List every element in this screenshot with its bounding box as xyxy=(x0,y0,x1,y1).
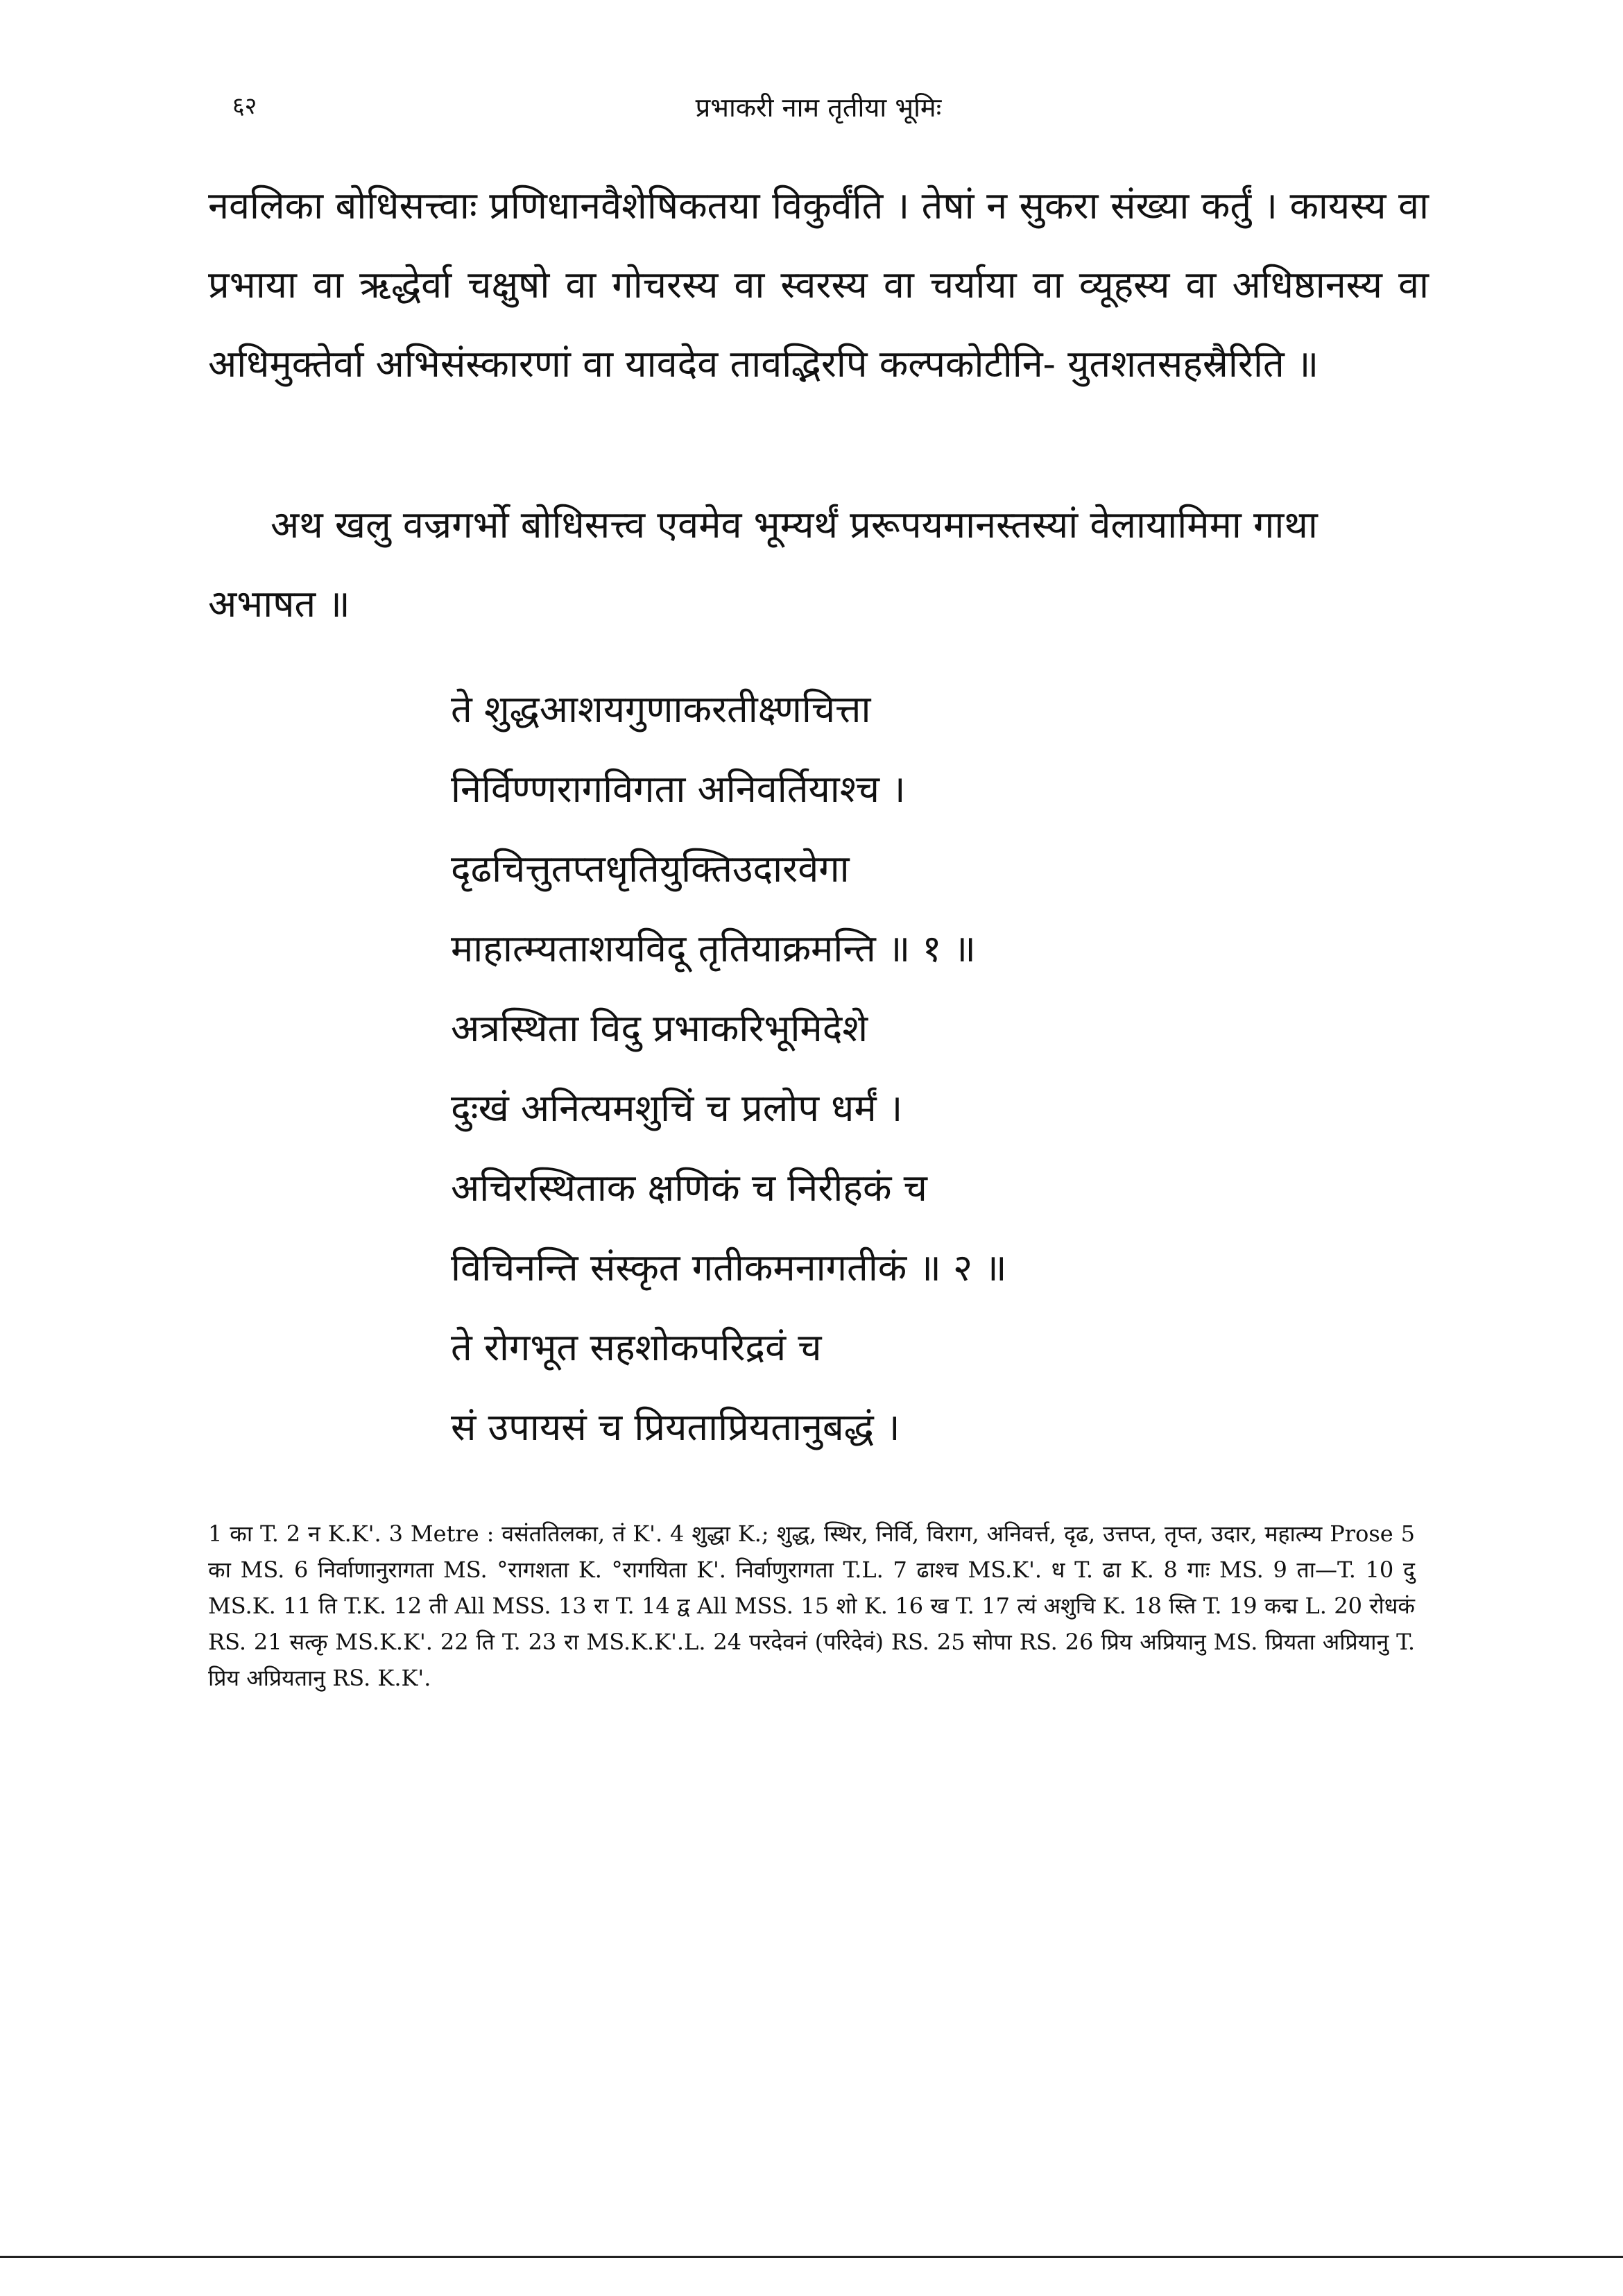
verse-line: माहात्म्यताशयविदू तृतियाक्रमन्ति ॥ १ ॥ xyxy=(451,927,976,970)
page-number: ६२ xyxy=(232,92,257,120)
prose-paragraph-1: नवलिका बोधिसत्त्वाः प्रणिधानवैशेषिकतया विकुर्वंति । तेषां न सुकरा संख्या कर्तुं । कायस्य वा प्रभाया वा ऋद्धेर्वा चक्षुषो वा गोचरस्य वा स्वरस्य वा चर्याया वा व्यूहस्य वा अधिष्ठानस्य वा अधिमुक्तेर्वा अभिसंस्कारणां वा यावदेव तावद्भिरपि कल्पकोटीनि- युतशतसहस्रैरिति ॥ xyxy=(208,184,1429,386)
verse-line: दुःखं अनित्यमशुचिं च प्रलोप धर्मं । xyxy=(451,1086,903,1130)
verse-line: ते शुद्धआशयगुणाकरतीक्ष्णचित्ता xyxy=(451,687,871,731)
bottom-rule xyxy=(0,2256,1623,2258)
verse-line: निर्विण्णरागविगता अनिवर्तियाश्च । xyxy=(451,767,906,811)
verse-line: दृढचित्तुतप्तधृतियुक्तिउदारवेगा xyxy=(451,847,850,891)
running-head xyxy=(208,89,1429,130)
verse-block xyxy=(451,669,1352,1467)
verse-line: अचिरस्थिताक क्षणिकं च निरीहकं च xyxy=(451,1166,927,1210)
prose-paragraph-2: अथ खलु वज्रगर्भो बोधिसत्त्व एवमेव भूम्यर्थं प्ररूपयमानस्तस्यां वेलायामिमा गाथा अभाषत ॥ xyxy=(208,503,1318,626)
verse-line: सं उपायसं च प्रियताप्रियतानुबद्धं । xyxy=(451,1405,900,1449)
verse-line: अत्रस्थिता विदु प्रभाकरिभूमिदेशे xyxy=(451,1006,868,1050)
verse-line: ते रोगभूत सहशोकपरिद्रवं च xyxy=(451,1326,822,1369)
footnotes: 1 का T. 2 न K.K'. 3 Metre : वसंततिलका, तं K'. 4 शुद्धा K.; शुद्ध, स्थिर, निर्वि, विराग, अनिवर्त्त, दृढ, उत्तप्त, तृप्त, उदार, महात्म्य Prose 5 का MS. 6 निर्वाणानुरागता MS. °रागशता K. °रागयिता K'. निर्वाणुरागता T.L. 7 ढाश्च MS.K'. ध T. ढा K. 8 गाः MS. 9 ता—T. 10 दु MS.K. 11 ति T.K. 12 ती All MSS. 13 रा T. 14 द्व All MSS. 15 शो K. 16 ख T. 17 त्यं अशुचि K. 18 स्ति T. 19 कद्म L. 20 रोधकं RS. 21 सत्कृ MS.K.K'. 22 ति T. 23 रा MS.K.K'.L. 24 परदेवनं (परिदेवं) RS. 25 सोपा RS. 26 प्रिय अप्रियानु MS. प्रियता अप्रियानु T. प्रिय अप्रियतानु RS. K.K'. xyxy=(208,1520,1415,1691)
verse-line: विचिनन्ति संस्कृत गतीकमनागतीकं ॥ २ ॥ xyxy=(451,1246,1007,1290)
page-title: प्रभाकरी नाम तृतीया भूमिः xyxy=(695,92,942,123)
